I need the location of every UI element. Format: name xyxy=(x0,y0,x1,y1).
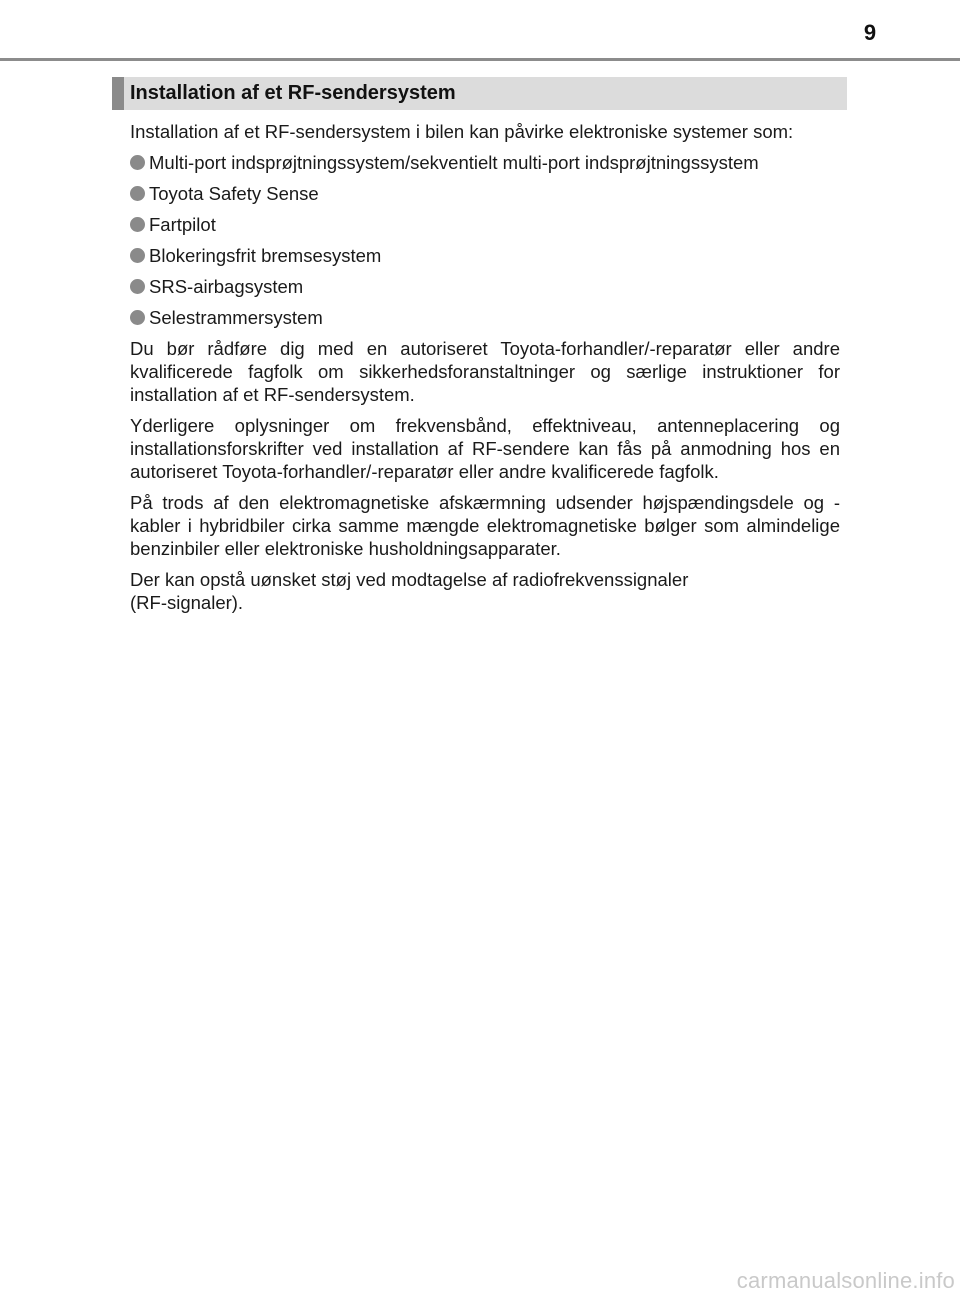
watermark: carmanualsonline.info xyxy=(736,1268,955,1293)
bullet-icon xyxy=(130,279,145,294)
list-item-text: Selestrammersystem xyxy=(149,307,323,328)
list-item xyxy=(130,213,840,236)
bullet-icon xyxy=(130,186,145,201)
list-item-text: Multi-port indsprøjtningssystem/sekventielt multi-port indsprøjtningssystem xyxy=(149,152,759,173)
list-item-text: Fartpilot xyxy=(149,214,216,235)
header-rule xyxy=(0,58,960,61)
page-content xyxy=(130,120,840,622)
paragraph-hybrid: På trods af den elektromagnetiske afskærmning udsender højspændingsdele og -kabler i hybridbiler cirka samme mængde elektromagnetiske bølger som almindelige benzinbiler eller elektroniske husholdningsapparater. xyxy=(130,492,840,559)
page-number: 9 xyxy=(863,20,877,45)
bullet-icon xyxy=(130,310,145,325)
list-item-text: Toyota Safety Sense xyxy=(149,183,319,204)
list-item xyxy=(130,244,840,267)
paragraph-consult: Du bør rådføre dig med en autoriseret Toyota-forhandler/-reparatør eller andre kvalificerede fagfolk om sikkerhedsforanstaltninger og særlige instruktioner for installation af et RF-sendersystem. xyxy=(130,338,840,405)
paragraph-noise-line1: Der kan opstå uønsket støj ved modtagelse af radiofrekvenssignaler xyxy=(130,569,689,590)
list-item xyxy=(130,306,840,329)
systems-list xyxy=(130,151,840,329)
bullet-icon xyxy=(130,217,145,232)
list-item-text: SRS-airbagsystem xyxy=(149,276,304,297)
paragraph-info: Yderligere oplysninger om frekvensbånd, effektniveau, antenneplacering og installationsforskrifter ved installation af RF-sendere kan fås på anmodning hos en autoriseret Toyota-forhandler/-reparatør eller andre kvalificerede fagfolk. xyxy=(130,415,840,482)
intro-paragraph: Installation af et RF-sendersystem i bilen kan påvirke elektroniske systemer som: xyxy=(130,121,794,142)
list-item xyxy=(130,182,840,205)
list-item xyxy=(130,151,840,174)
list-item xyxy=(130,275,840,298)
section-heading: Installation af et RF-sendersystem xyxy=(112,77,847,110)
list-item-text: Blokeringsfrit bremsesystem xyxy=(149,245,382,266)
bullet-icon xyxy=(130,248,145,263)
bullet-icon xyxy=(130,155,145,170)
paragraph-noise xyxy=(130,568,840,614)
paragraph-noise-line2: (RF-signaler). xyxy=(130,592,244,613)
